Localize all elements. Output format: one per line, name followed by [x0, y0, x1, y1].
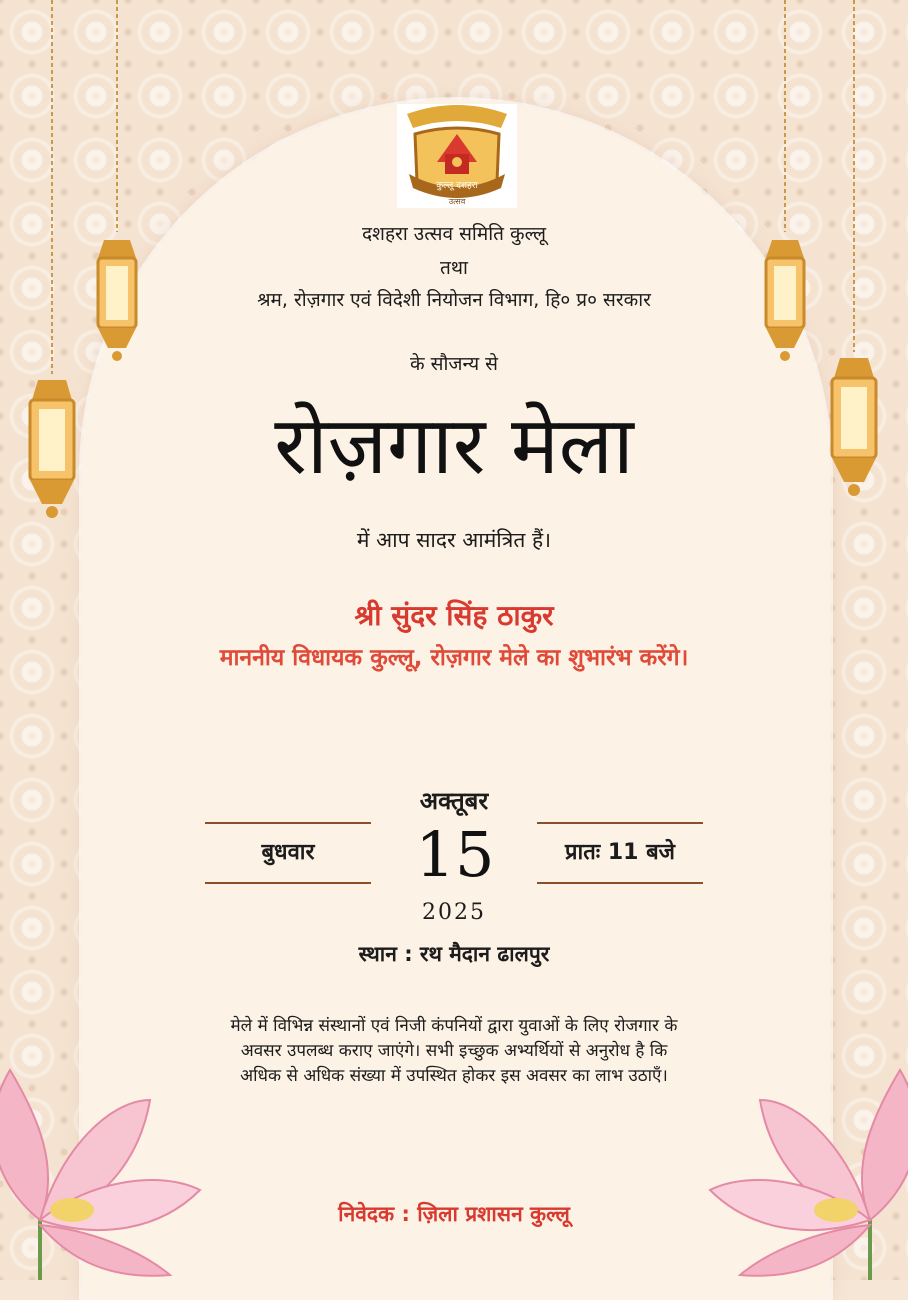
guest-role: माननीय विधायक कुल्लू, रोज़गार मेले का शुभारंभ करेंगे।	[219, 645, 689, 671]
lantern-icon	[758, 0, 812, 370]
divider-left-bottom	[205, 882, 371, 884]
svg-text:कुल्लू दशहरा: कुल्लू दशहरा	[436, 181, 478, 191]
lotus-icon	[700, 1060, 908, 1280]
organizer-2: श्रम, रोज़गार एवं विदेशी नियोजन विभाग, हि० प्र० सरकार	[257, 289, 651, 311]
courtesy-text: के सौजन्य से	[409, 353, 498, 375]
lantern-icon	[90, 0, 144, 370]
conjunction-text: तथा	[440, 257, 468, 279]
event-title: रोज़गार मेला	[274, 399, 634, 492]
guest-name: श्री सुंदर सिंह ठाकुर	[354, 599, 554, 632]
invitation-text: में आप सादर आमंत्रित हैं।	[356, 528, 552, 552]
lotus-icon	[0, 1060, 210, 1280]
event-month: अक्तूबर	[419, 786, 489, 815]
divider-right-top	[537, 822, 703, 824]
event-year: 2025	[422, 900, 486, 925]
event-venue: स्थान : रथ मैदान ढालपुर	[358, 942, 550, 966]
organizer-1: दशहरा उत्सव समिति कुल्लू	[361, 223, 547, 245]
footer-signature: निवेदक : ज़िला प्रशासन कुल्लू	[338, 1202, 570, 1226]
event-weekday: बुधवार	[261, 840, 315, 865]
divider-left-top	[205, 822, 371, 824]
event-day: 15	[415, 818, 495, 891]
event-time: प्रातः 11 बजे	[564, 840, 676, 865]
svg-text:उत्सव: उत्सव	[448, 197, 466, 206]
divider-right-bottom	[537, 882, 703, 884]
event-description: मेले में विभिन्न संस्थानों एवं निजी कंपनियों द्वारा युवाओं के लिए रोजगार के अवसर उपलब्ध कराए जाएंगे। सभी इच्छुक अभ्यर्थियों से अनुरोध है कि अधिक से अधिक संख्या में उपस्थित होकर इस अवसर का लाभ उठाएँ।	[230, 1016, 678, 1086]
dussehra-logo	[397, 104, 517, 208]
